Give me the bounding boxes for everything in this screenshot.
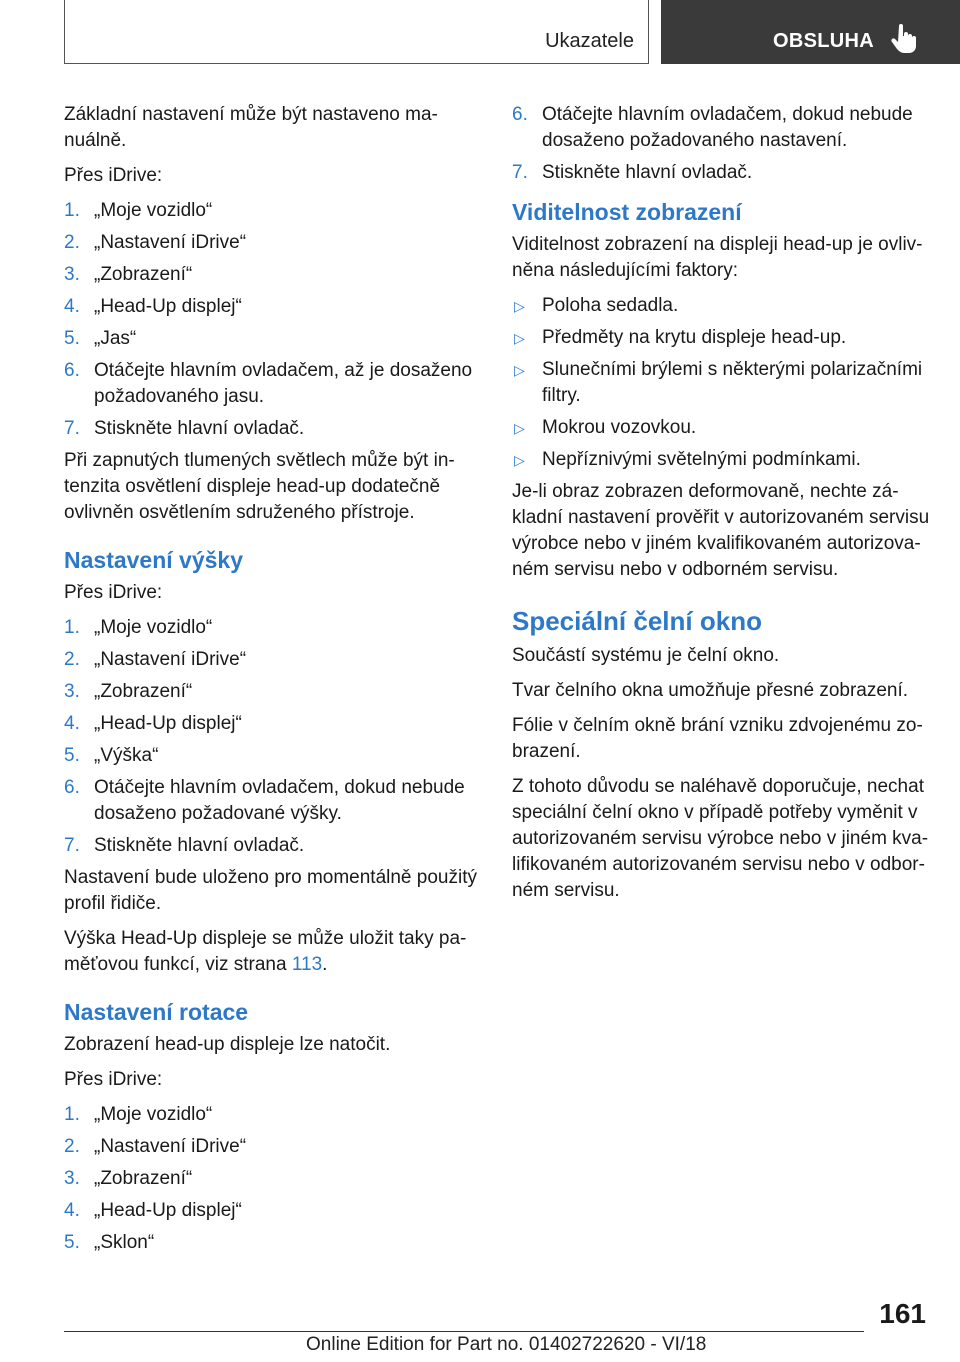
- brightness-steps: [64, 198, 482, 442]
- heading-windshield: Speciální čelní okno: [512, 606, 762, 636]
- triangle-bullet-icon: ▷: [514, 420, 525, 436]
- rotation-idrive-intro: Přes iDrive:: [64, 1069, 163, 1090]
- list-item: 2. „Nastavení iDrive“: [64, 1136, 247, 1157]
- list-item: 3. „Zobrazení“: [64, 264, 193, 285]
- heading-height: Nastavení výšky: [64, 547, 244, 573]
- visibility-factors: [512, 293, 930, 473]
- list-item: 4. „Head-Up displej“: [64, 1200, 242, 1221]
- windshield-paragraph: Tvar čelního okna umožňuje přesné zobrazení.: [512, 680, 909, 701]
- height-steps: [64, 615, 482, 859]
- list-item: ▷ Slunečními brýlemi s některými polarizačními filtry.: [514, 359, 923, 406]
- chapter-title: OBSLUHA: [773, 30, 874, 52]
- deformation-paragraph: Je-li obraz zobrazen deformovaně, nechte zá-kladní nastavení prověřit v autorizovaném servisu výrobce nebo v jiném kvalifikovaném autorizova-ném servisu nebo v odborném servisu.: [512, 481, 930, 580]
- list-item: 3. „Zobrazení“: [64, 681, 193, 702]
- memory-paragraph: Výška Head-Up displeje se může uložit taky pa-měťovou funkcí, viz strana 113.: [64, 928, 467, 975]
- list-item: 5. „Sklon“: [64, 1232, 155, 1253]
- rotation-steps: [64, 1102, 482, 1256]
- height-idrive-intro: Přes iDrive:: [64, 582, 163, 603]
- footer-divider: [64, 1331, 864, 1332]
- header-chapter-tab: [661, 0, 960, 64]
- triangle-bullet-icon: ▷: [514, 330, 525, 346]
- list-item: 1. „Moje vozidlo“: [64, 1104, 213, 1125]
- list-item: ▷ Poloha sedadla.: [512, 293, 930, 319]
- intro-paragraph: Základní nastavení může být nastaveno ma-nuálně.: [64, 104, 438, 151]
- list-item: 1. „Moje vozidlo“: [64, 200, 213, 221]
- list-item: 6. Otáčejte hlavním ovladačem, dokud nebude dosaženo požadované výšky.: [64, 777, 465, 824]
- windshield-paragraph: Fólie v čelním okně brání vzniku zdvojenému zo-brazení.: [512, 715, 923, 762]
- low-beam-paragraph: Při zapnutých tlumených světlech může být in-tenzita osvětlení displeje head-up dodatečně ovlivněn osvětlením sdruženého přístroje.: [64, 450, 455, 523]
- page-link[interactable]: 113: [291, 954, 323, 975]
- list-item: 2. „Nastavení iDrive“: [64, 232, 247, 253]
- visibility-paragraph: Viditelnost zobrazení na displeji head-up je ovliv-něna následujícími faktory:: [512, 234, 923, 281]
- rotation-paragraph: Zobrazení head-up displeje lze natočit.: [64, 1034, 391, 1055]
- page-number: 161: [879, 1298, 926, 1329]
- triangle-bullet-icon: ▷: [514, 298, 525, 314]
- idrive-intro: Přes iDrive:: [64, 165, 163, 186]
- list-item: 4. „Head-Up displej“: [64, 296, 242, 317]
- triangle-bullet-icon: ▷: [514, 362, 525, 378]
- rotation-steps-continued: [512, 102, 930, 186]
- windshield-paragraph: Součástí systému je čelní okno.: [512, 645, 780, 666]
- list-item: 5. „Jas“: [64, 328, 137, 349]
- list-item: ▷ Nepříznivými světelnými podmínkami.: [512, 447, 930, 473]
- list-item: ▷ Mokrou vozovkou.: [512, 415, 930, 441]
- list-item: 2. „Nastavení iDrive“: [64, 649, 247, 670]
- list-item: 1. „Moje vozidlo“: [64, 617, 213, 638]
- edition-text: Online Edition for Part no. 01402722620 - VI/18: [306, 1334, 707, 1355]
- list-item: 6. Otáčejte hlavním ovladačem, dokud nebude dosaženo požadovaného nastavení.: [512, 104, 913, 151]
- list-item: ▷ Předměty na krytu displeje head-up.: [512, 325, 930, 351]
- hand-pointer-icon: [891, 24, 917, 54]
- list-item: 5. „Výška“: [64, 745, 159, 766]
- list-item: 7. Stiskněte hlavní ovladač.: [512, 162, 753, 183]
- header-section-box: [64, 0, 649, 64]
- list-item: 4. „Head-Up displej“: [64, 713, 242, 734]
- windshield-paragraph: Z tohoto důvodu se naléhavě doporučuje, nechat speciální čelní okno v případě potřeby vyměnit v autorizovaném servisu výrobce nebo v jiném kva-lifikovaném autorizovaném servisu nebo v odbor-ném servisu.: [512, 776, 929, 901]
- heading-rotation: Nastavení rotace: [64, 999, 249, 1025]
- section-title: Ukazatele: [545, 30, 634, 52]
- heading-visibility: Viditelnost zobrazení: [512, 199, 742, 225]
- list-item: 7. Stiskněte hlavní ovladač.: [64, 835, 305, 856]
- left-column: [64, 102, 482, 1262]
- triangle-bullet-icon: ▷: [514, 452, 525, 468]
- list-item: 6. Otáčejte hlavním ovladačem, až je dosaženo požadovaného jasu.: [64, 360, 473, 407]
- right-column: [512, 102, 930, 913]
- list-item: 3. „Zobrazení“: [64, 1168, 193, 1189]
- profile-paragraph: Nastavení bude uloženo pro momentálně použitý profil řidiče.: [64, 867, 477, 914]
- list-item: 7. Stiskněte hlavní ovladač.: [64, 418, 305, 439]
